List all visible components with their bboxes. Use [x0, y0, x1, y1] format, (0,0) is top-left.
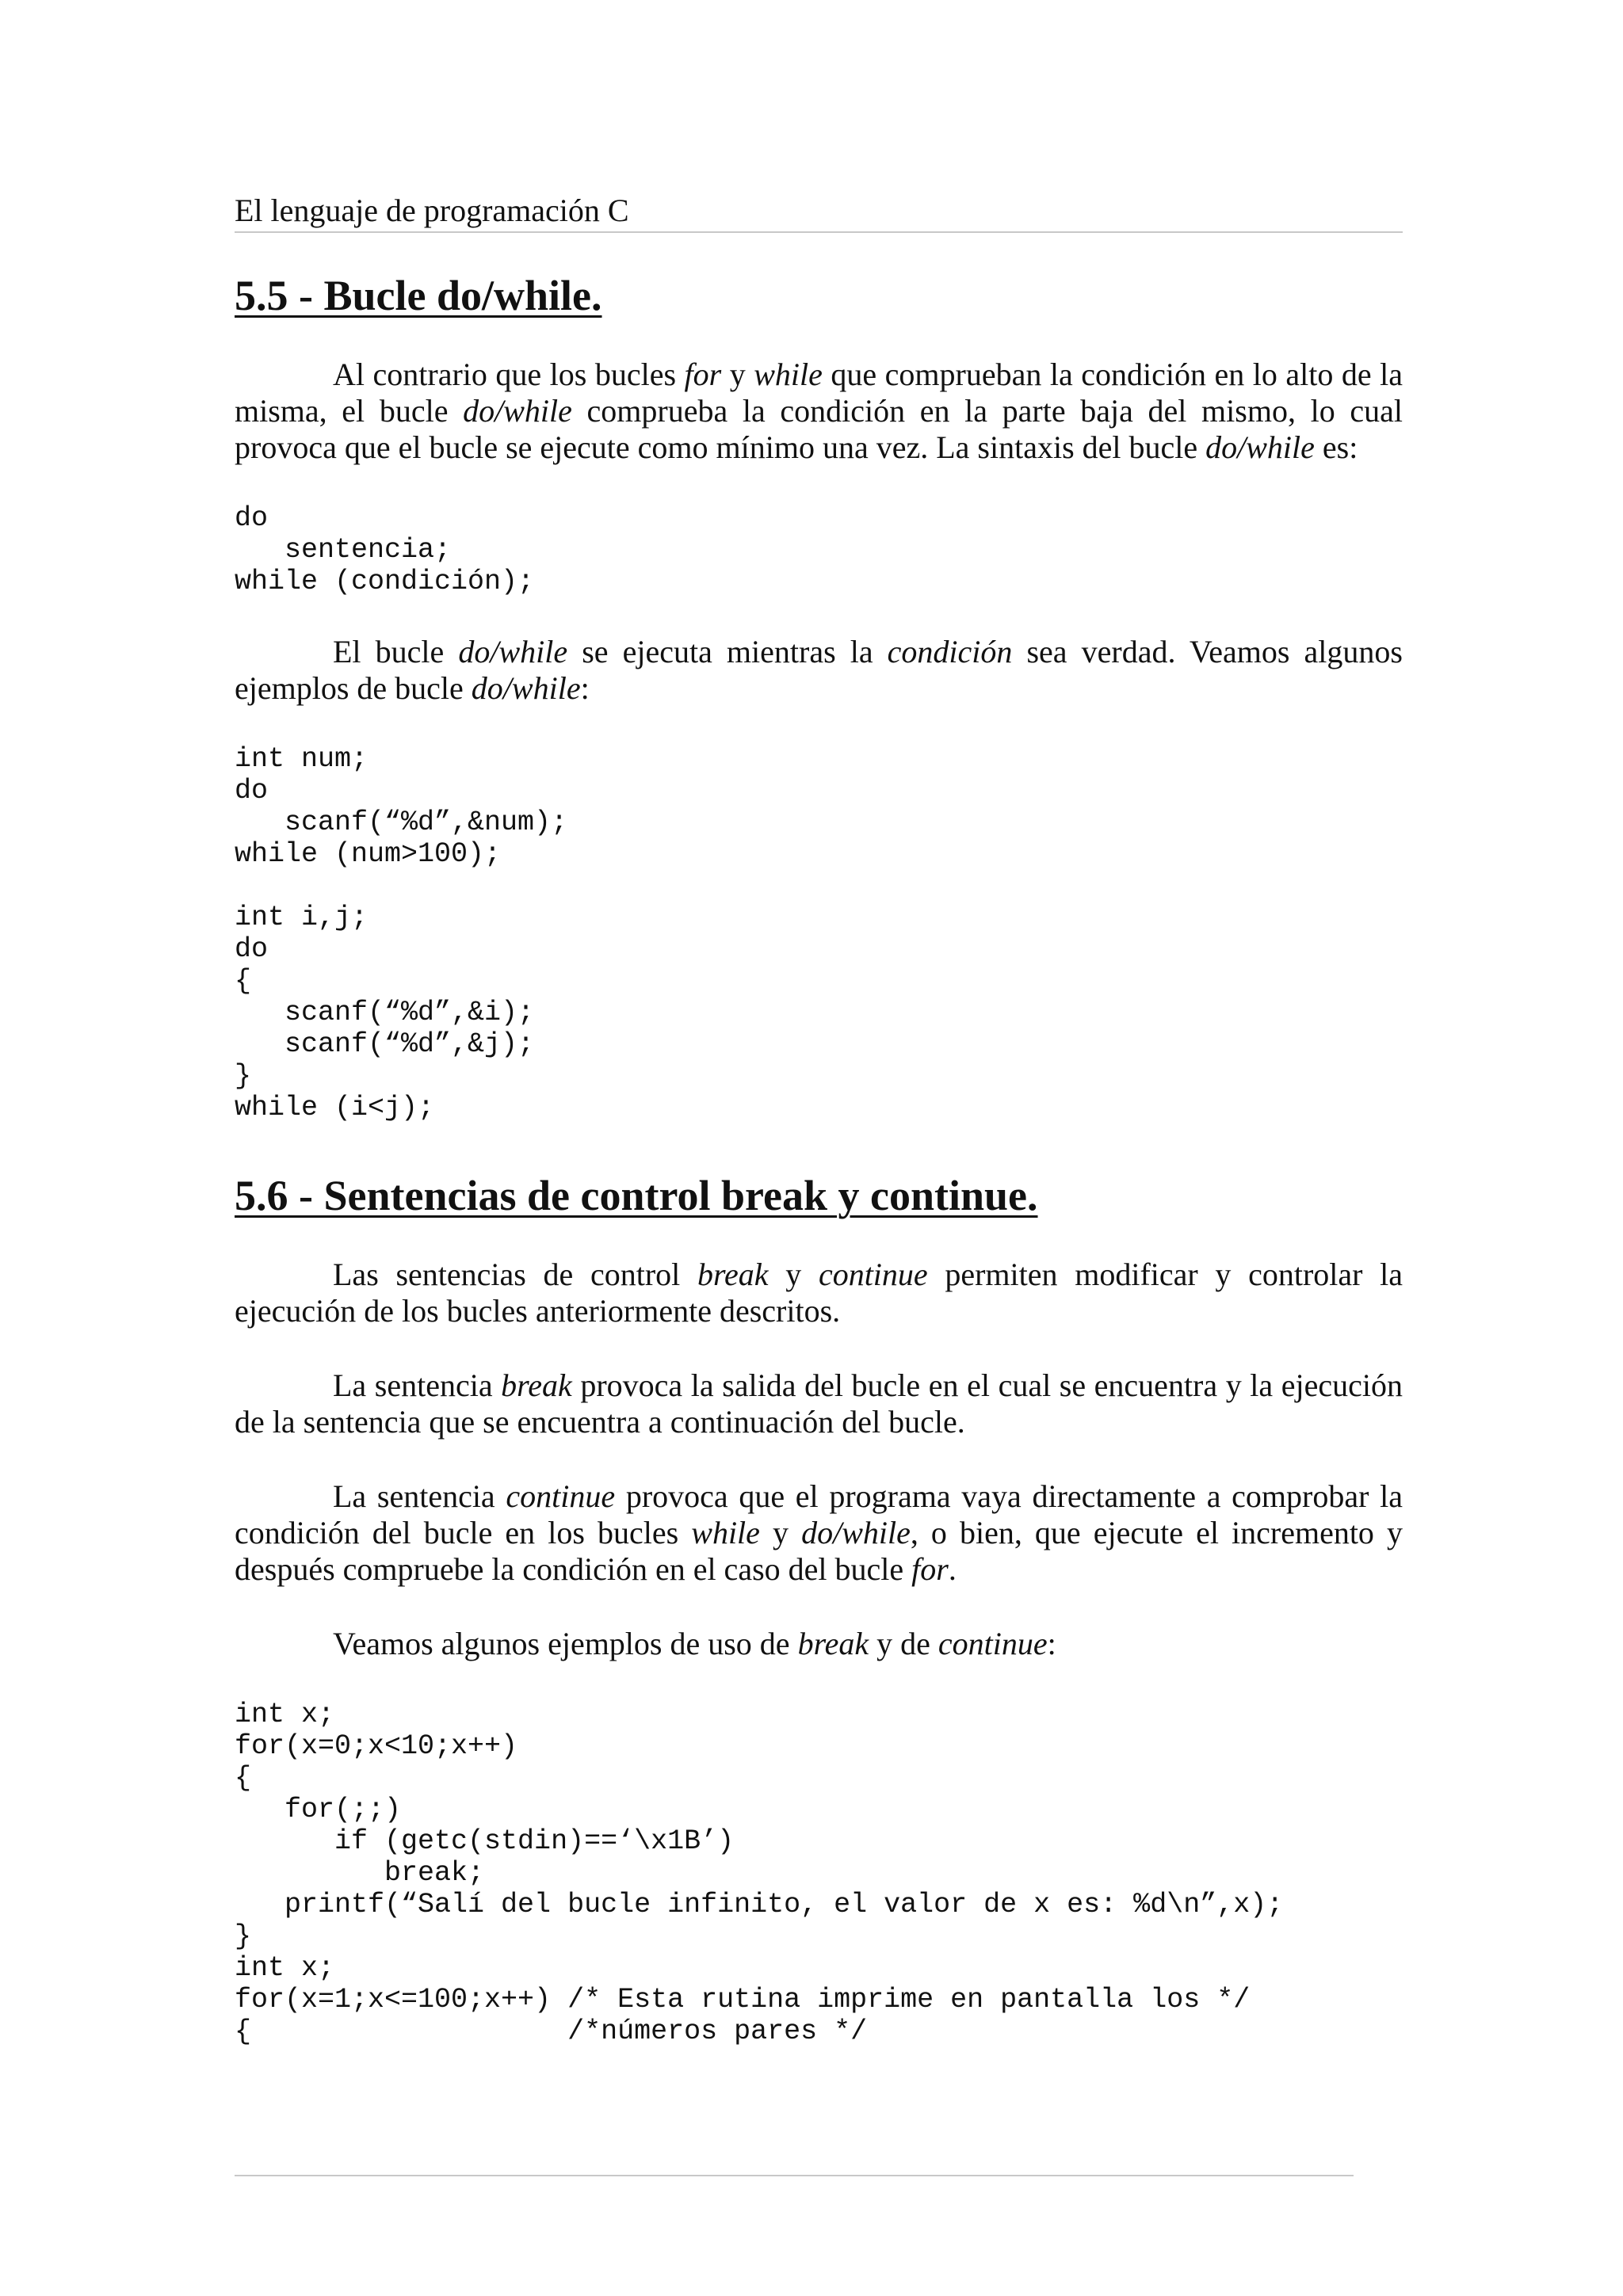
- text-run: y: [759, 1515, 802, 1550]
- text-run: se ejecuta mientras la: [567, 634, 888, 669]
- paragraph-break-continue-intro: [235, 1257, 1403, 1329]
- page-content: [235, 269, 1403, 2047]
- emphasis-do-while: do/while: [458, 634, 568, 669]
- text-run: .: [948, 1551, 957, 1587]
- code-block-example-1: int num; do scanf(“%d”,&num); while (num>100);: [235, 743, 568, 870]
- emphasis-while: while: [691, 1515, 760, 1550]
- running-header: El lenguaje de programación C: [235, 193, 629, 228]
- emphasis-do-while: do/while: [471, 670, 581, 706]
- text-run: La sentencia: [333, 1367, 502, 1403]
- emphasis-continue: continue: [938, 1626, 1048, 1661]
- code-block-syntax: do sentencia; while (condición);: [235, 502, 535, 597]
- text-run: La sentencia: [333, 1478, 506, 1514]
- text-run: comprueba la condición en la parte baja del mismo, lo cual provoca que el bucle se ejecute como mínimo una vez. La sintaxis del bucle: [235, 393, 1403, 465]
- text-run: Las sentencias de control: [333, 1257, 697, 1292]
- text-run: :: [1047, 1626, 1056, 1661]
- emphasis-do-while: do/while: [1205, 429, 1315, 465]
- text-run: que comprueban la condición en lo alto de la misma, el bucle: [235, 357, 1403, 429]
- emphasis-while: while: [754, 357, 823, 392]
- text-run: provoca que el programa vaya directamente a comprobar la condición del bucle en los bucles: [235, 1478, 1403, 1550]
- emphasis-break: break: [797, 1626, 869, 1661]
- section-heading-5-6: 5.6 - Sentencias de control break y continue.: [235, 1172, 1038, 1219]
- section-heading-5-5: 5.5 - Bucle do/while.: [235, 272, 602, 319]
- text-run: y: [768, 1257, 819, 1292]
- paragraph-examples-intro: [235, 1626, 1403, 1662]
- footer-divider: [235, 2175, 1354, 2176]
- paragraph-dowhile-examples: [235, 634, 1403, 707]
- text-run: y de: [869, 1626, 938, 1661]
- emphasis-condicion: condición: [887, 634, 1013, 669]
- emphasis-for: for: [684, 357, 722, 392]
- paragraph-break-description: [235, 1367, 1403, 1440]
- paragraph-dowhile-intro: [235, 357, 1403, 466]
- text-run: provoca la salida del bucle en el cual se encuentra y la ejecución de la sentencia que se encuentra a continuación del bucle.: [235, 1367, 1403, 1440]
- text-run: , o bien, que ejecute el incremento y después compruebe la condición en el caso del bucle: [235, 1515, 1403, 1587]
- header-divider: [235, 231, 1403, 233]
- text-run: El bucle: [333, 634, 459, 669]
- text-run: permiten modificar y controlar la ejecución de los bucles anteriormente descritos.: [235, 1257, 1403, 1329]
- emphasis-continue: continue: [506, 1478, 616, 1514]
- text-run: Al contrario que los bucles: [333, 357, 685, 392]
- emphasis-do-while: do/while: [801, 1515, 911, 1550]
- paragraph-continue-description: [235, 1478, 1403, 1588]
- text-run: es:: [1314, 429, 1358, 465]
- emphasis-continue: continue: [818, 1257, 928, 1292]
- emphasis-break: break: [501, 1367, 572, 1403]
- emphasis-do-while: do/while: [463, 393, 572, 429]
- code-block-break-continue: int x; for(x=0;x<10;x++) { for(;;) if (getc(stdin)==‘\x1B’) break; printf(“Salí del bucle infinito, el valor de x es: %d\n”,x); } int x; for(x=1;x<=100;x++) /* Esta rutina imprime en pantalla los */ { /*números pares */: [235, 1699, 1284, 2047]
- text-run: y: [721, 357, 754, 392]
- text-run: Veamos algunos ejemplos de uso de: [333, 1626, 798, 1661]
- text-run: :: [580, 670, 590, 706]
- emphasis-for: for: [911, 1551, 949, 1587]
- emphasis-break: break: [697, 1257, 769, 1292]
- text-run: sea verdad. Veamos algunos ejemplos de bucle: [235, 634, 1403, 706]
- code-block-example-2: int i,j; do { scanf(“%d”,&i); scanf(“%d”,&j); } while (i<j);: [235, 902, 535, 1123]
